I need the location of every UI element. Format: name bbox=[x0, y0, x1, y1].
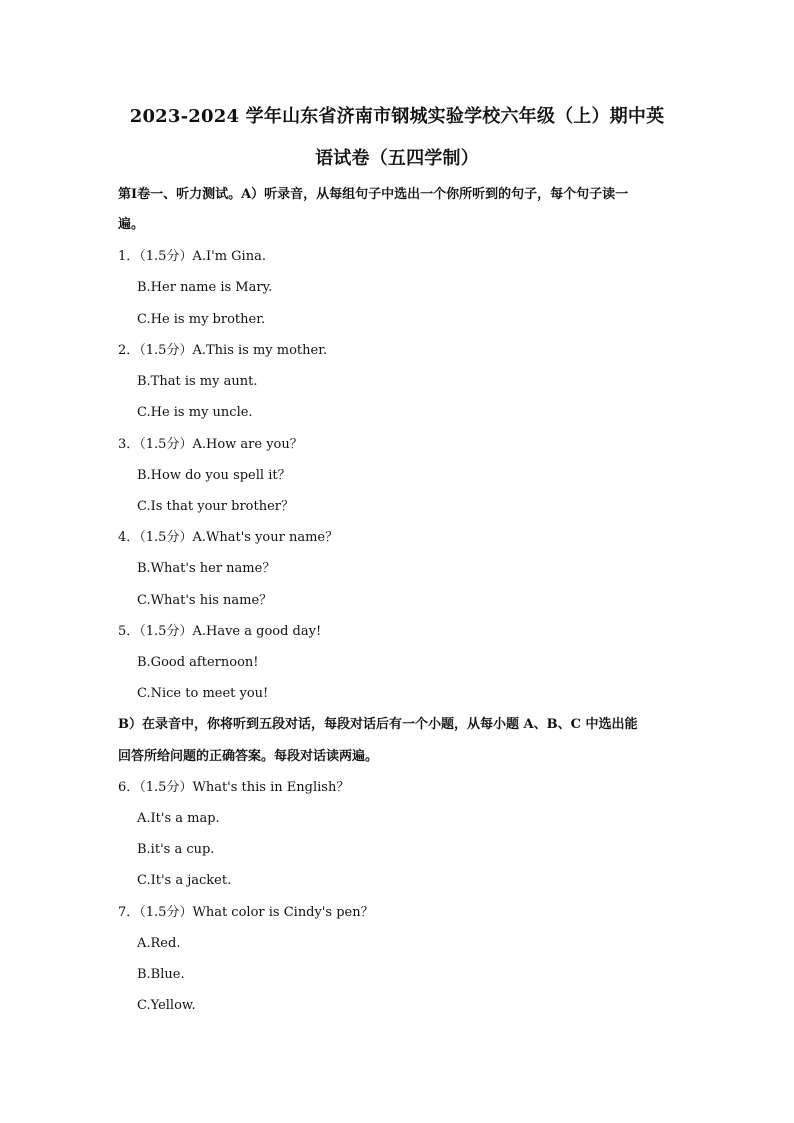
question-option-a: A.This is my mother. bbox=[192, 343, 328, 358]
exam-title-line2: 语试卷（五四学制） bbox=[315, 148, 479, 169]
question-3-option-b: B.How do you spell it？ bbox=[137, 468, 291, 483]
question-6-option-a: A.It's a map. bbox=[137, 811, 220, 826]
question-7-option-c: C.Yellow. bbox=[137, 998, 196, 1013]
question-number: 2． bbox=[118, 343, 140, 358]
section-b-instruction-line1: B）在录音中，你将听到五段对话，每段对话后有一个小题，从每小题 A、B、C 中选出能 bbox=[118, 717, 638, 732]
question-1-option-c: C.He is my brother. bbox=[137, 312, 266, 327]
question-score: （1.5分） bbox=[139, 780, 193, 795]
question-number: 1． bbox=[118, 249, 140, 264]
question-stem: What color is Cindy's pen？ bbox=[192, 905, 374, 920]
question-option-a: A.How are you？ bbox=[192, 437, 303, 452]
exam-title-line1: 2023-2024 学年山东省济南市钢城实验学校六年级（上）期中英 bbox=[129, 106, 665, 127]
question-stem: What's this in English？ bbox=[192, 780, 350, 795]
question-3 bbox=[118, 436, 303, 454]
question-number: 6． bbox=[118, 780, 140, 795]
question-score: （1.5分） bbox=[139, 343, 193, 358]
question-option-a: A.I'm Gina. bbox=[192, 249, 266, 264]
question-number: 4． bbox=[118, 530, 140, 545]
question-number: 3． bbox=[118, 437, 140, 452]
question-score: （1.5分） bbox=[139, 530, 193, 545]
question-option-a: A.Have a good day! bbox=[192, 624, 322, 639]
question-6 bbox=[118, 779, 349, 797]
question-3-option-c: C.Is that your brother？ bbox=[137, 499, 295, 514]
question-4-option-b: B.What's her name？ bbox=[137, 561, 276, 576]
question-score: （1.5分） bbox=[139, 905, 193, 920]
question-5-option-c: C.Nice to meet you! bbox=[137, 686, 269, 701]
section-b-instruction-line2: 回答所给问题的正确答案。每段对话读两遍。 bbox=[118, 749, 379, 764]
question-6-option-b: B.it's a cup. bbox=[137, 842, 215, 857]
section-a-instruction-line2: 遍。 bbox=[118, 217, 145, 232]
question-2 bbox=[118, 342, 327, 360]
question-7-option-a: A.Red. bbox=[137, 936, 181, 951]
question-1-option-b: B.Her name is Mary. bbox=[137, 280, 273, 295]
question-1 bbox=[118, 248, 266, 266]
question-5 bbox=[118, 623, 321, 641]
question-2-option-c: C.He is my uncle. bbox=[137, 405, 253, 420]
question-4 bbox=[118, 529, 338, 547]
question-score: （1.5分） bbox=[139, 437, 193, 452]
section-a-instruction-line1: 第Ⅰ卷一、听力测试。A）听录音，从每组句子中选出一个你所听到的句子，每个句子读一 bbox=[118, 187, 629, 202]
question-option-a: A.What's your name？ bbox=[192, 530, 339, 545]
question-6-option-c: C.It's a jacket. bbox=[137, 873, 232, 888]
question-score: （1.5分） bbox=[139, 249, 193, 264]
question-4-option-c: C.What's his name？ bbox=[137, 593, 273, 608]
question-number: 7． bbox=[118, 905, 140, 920]
question-7 bbox=[118, 904, 374, 922]
question-number: 5． bbox=[118, 624, 140, 639]
question-2-option-b: B.That is my aunt. bbox=[137, 374, 258, 389]
question-5-option-b: B.Good afternoon! bbox=[137, 655, 259, 670]
question-7-option-b: B.Blue. bbox=[137, 967, 185, 982]
question-score: （1.5分） bbox=[139, 624, 193, 639]
